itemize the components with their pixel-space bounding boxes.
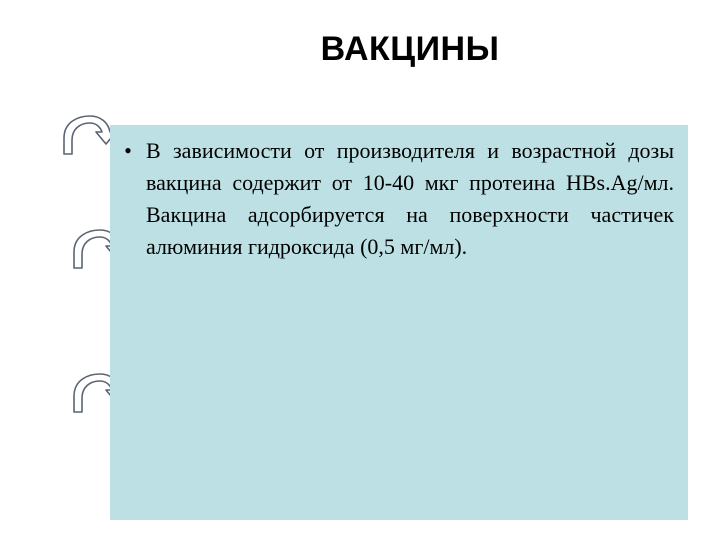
slide-title: ВАКЦИНЫ [320, 30, 500, 68]
bullet-text: В зависимости от производителя и возрастной дозы вакцина содержит от 10-40 мкг протеина HBs.Ag/мл. Вакцина адсорбируется на поверхности частичек алюминия гидроксида (0,5 мг/мл). [146, 138, 674, 259]
content-box [110, 125, 688, 520]
bullet-item [110, 135, 688, 263]
bullet-marker: • [124, 138, 132, 163]
curved-arrow-icon [58, 112, 118, 158]
